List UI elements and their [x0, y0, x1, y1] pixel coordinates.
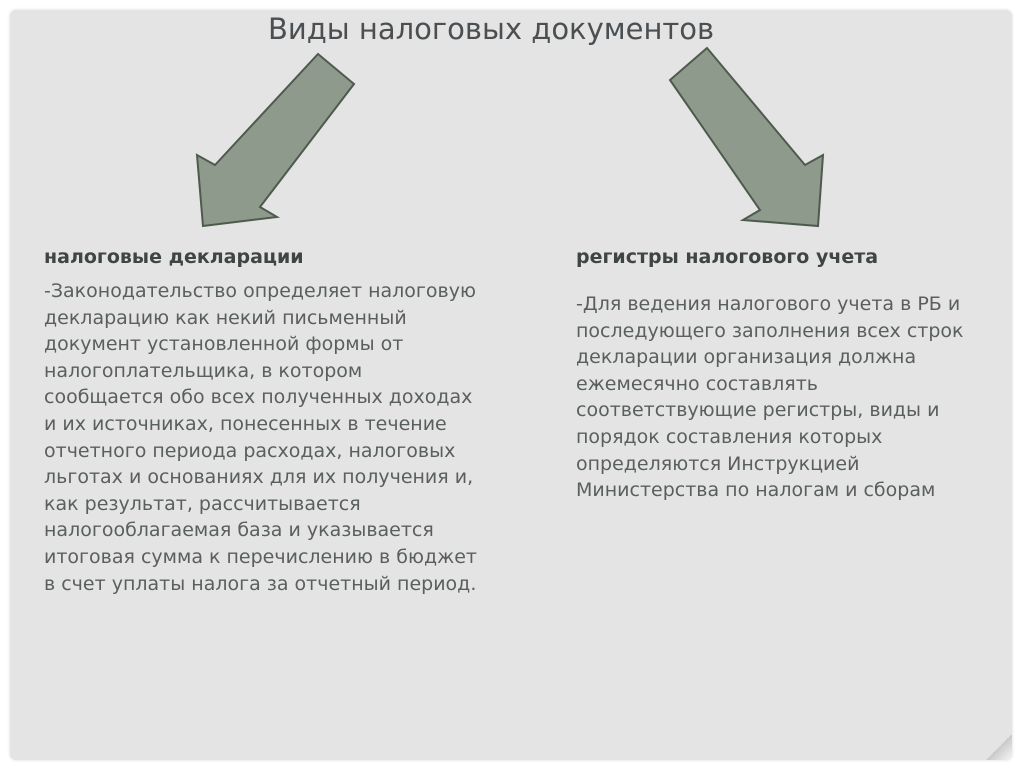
declarations-heading: налоговые декларации	[44, 246, 304, 268]
declarations-description: -Законодательство определяет налоговую декларацию как некий письменный документ установленной формы от налогоплательщика, в котором сообщается обо всех полученных доходах и их источниках, понесенных в течение отчетного периода расходах, налоговых льготах и основаниях для их получения и, как результат, рассчитывается налогооблагаемая база и указывается итоговая сумма к перечислению в бюджет в счет уплаты налога за отчетный период.	[44, 280, 477, 595]
arrow-down-right-icon	[670, 48, 823, 226]
arrow-down-left-icon	[197, 54, 354, 226]
registers-description: -Для ведения налогового учета в РБ и последующего заполнения всех строк декларации организация должна ежемесячно составлять соответствующие регистры, виды и порядок составления которых определяются Инструкцией Министерства по налогам и сборам	[576, 293, 964, 502]
registers-heading: регистры налогового учета	[576, 246, 879, 268]
slide-title: Виды налоговых документов	[268, 12, 715, 46]
